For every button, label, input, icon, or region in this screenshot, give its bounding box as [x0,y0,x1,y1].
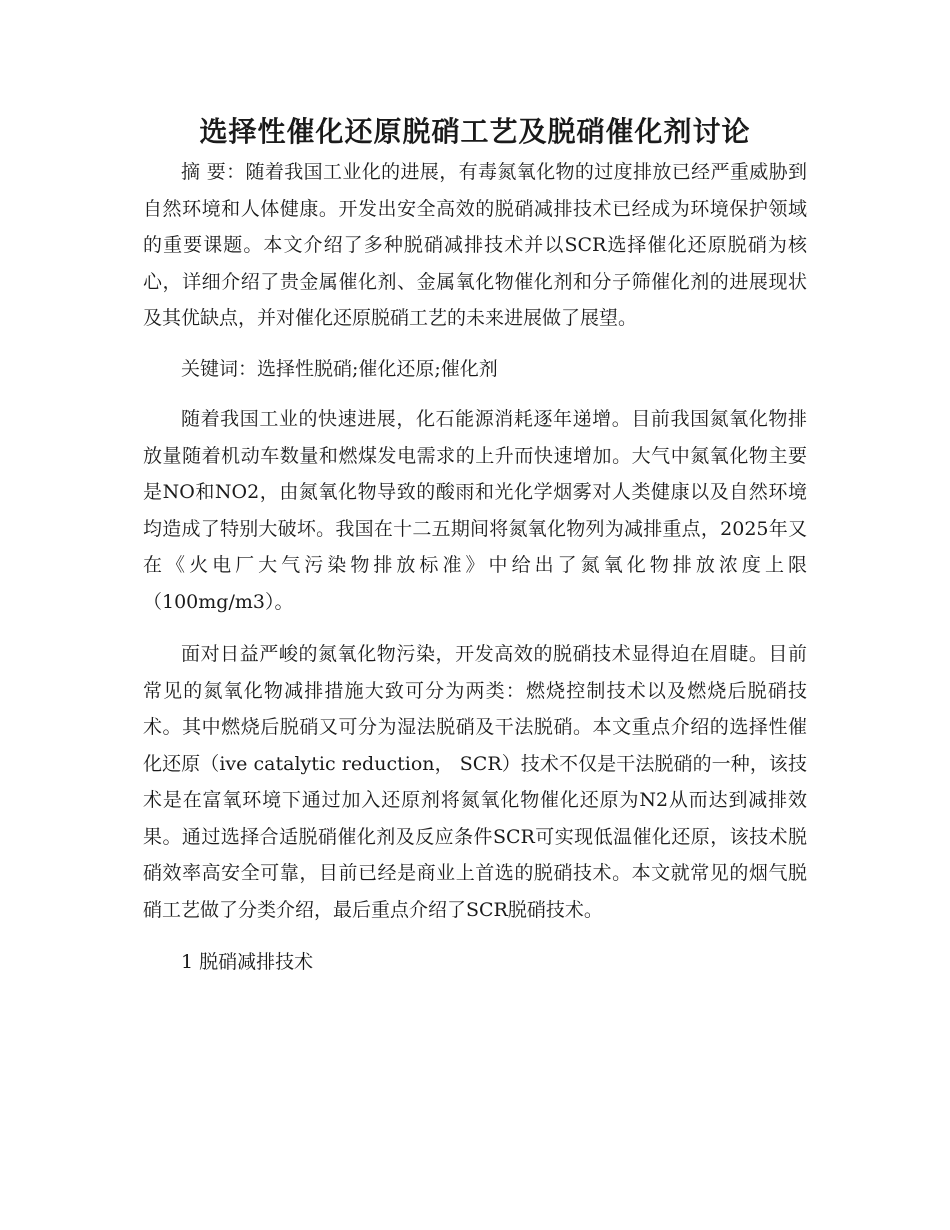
spacer [143,337,807,351]
abstract-paragraph: 摘 要：随着我国工业化的进展，有毒氮氧化物的过度排放已经严重威胁到自然环境和人体健康。开发出安全高效的脱硝减排技术已经成为环境保护领域的重要课题。本文介绍了多种脱硝减排技术并以SCR选择催化还原脱硝为核心，详细介绍了贵金属催化剂、金属氧化物催化剂和分子筛催化剂的进展现状及其优缺点，并对催化还原脱硝工艺的未来进展做了展望。 [143,161,807,329]
spacer [143,387,807,401]
body-paragraph-1: 随着我国工业的快速进展，化石能源消耗逐年递增。目前我国氮氧化物排放量随着机动车数量和燃煤发电需求的上升而快速增加。大气中氮氧化物主要是NO和NO2，由氮氧化物导致的酸雨和光化学烟雾对人类健康以及自然环境均造成了特别大破坏。我国在十二五期间将氮氧化物列为减排重点，2025年又在《火电厂大气污染物排放标准》中给出了氮氧化物排放浓度上限（100mg/m3）。 [143,408,807,613]
document-page [143,112,807,981]
document-title: 选择性催化还原脱硝工艺及脱硝催化剂讨论 [199,115,751,148]
spacer [143,620,807,636]
section-heading-1: 1 脱硝减排技术 [181,951,314,973]
body-paragraph-2: 面对日益严峻的氮氧化物污染，开发高效的脱硝技术显得迫在眉睫。目前常见的氮氧化物减排措施大致可分为两类：燃烧控制技术以及燃烧后脱硝技术。其中燃烧后脱硝又可分为湿法脱硝及干法脱硝。本文重点介绍的选择性催化还原（ive catalytic reduction， SCR）技术不仅是干法脱硝的一种，该技术是在富氧环境下通过加入还原剂将氮氧化物催化还原为N2从而达到减排效果。通过选择合适脱硝催化剂及反应条件SCR可实现低温催化还原，该技术脱硝效率高安全可靠，目前已经是商业上首选的脱硝技术。本文就常见的烟气脱硝工艺做了分类介绍，最后重点介绍了SCR脱硝技术。 [143,643,807,921]
keywords-line: 关键词：选择性脱硝;催化还原;催化剂 [181,357,498,380]
spacer [143,928,807,944]
